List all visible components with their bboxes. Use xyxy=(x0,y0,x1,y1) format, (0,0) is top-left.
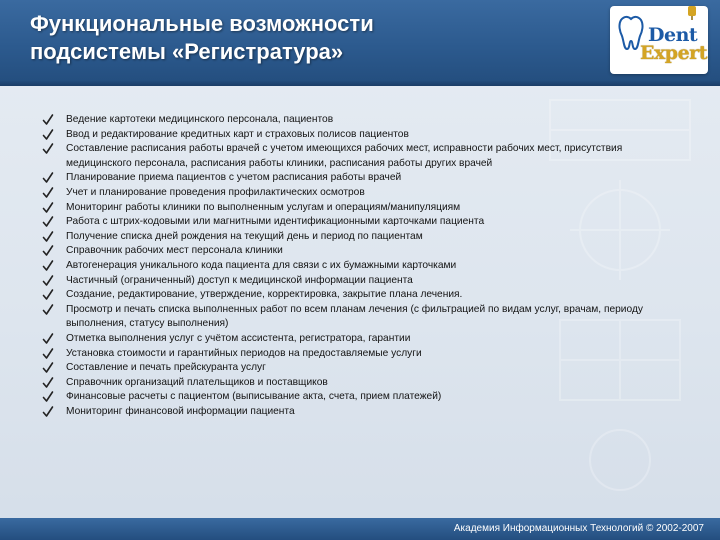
list-item xyxy=(58,142,668,171)
checkmark-icon xyxy=(42,201,54,215)
checkmark-icon xyxy=(42,303,54,317)
list-item-text: Частичный (ограниченный) доступ к медицинской информации пациента xyxy=(66,274,413,286)
title-line-2: подсистемы «Регистратура» xyxy=(30,39,344,64)
footer-copyright: © xyxy=(646,523,654,534)
checkmark-icon xyxy=(42,390,54,404)
list-item xyxy=(58,361,668,376)
list-item xyxy=(58,201,668,216)
list-item xyxy=(58,186,668,201)
list-item-text: Автогенерация уникального кода пациента для связи с их бумажными карточками xyxy=(66,259,457,271)
checkmark-icon xyxy=(42,215,54,229)
checkmark-icon xyxy=(42,405,54,419)
pin-icon xyxy=(686,6,698,20)
list-item-text: Отметка выполнения услуг с учётом ассистента, регистратора, гарантии xyxy=(66,332,411,344)
title-line-1: Функциональные возможности xyxy=(30,11,374,36)
logo-word-dent: Dent xyxy=(648,24,698,46)
checkmark-icon xyxy=(42,128,54,142)
logo-word-expert: Expert xyxy=(640,42,707,64)
list-item xyxy=(58,347,668,362)
list-item xyxy=(58,376,668,391)
checkmark-icon xyxy=(42,361,54,375)
list-item-text: Мониторинг финансовой информации пациента xyxy=(66,405,295,417)
header-bar xyxy=(0,0,720,86)
checkmark-icon xyxy=(42,186,54,200)
list-item xyxy=(58,288,668,303)
slide-title xyxy=(30,10,570,66)
list-item xyxy=(58,405,668,420)
checkmark-icon xyxy=(42,230,54,244)
list-item xyxy=(58,128,668,143)
list-item xyxy=(58,171,668,186)
list-item xyxy=(58,244,668,259)
list-item xyxy=(58,259,668,274)
footer-bar xyxy=(0,518,720,540)
checkmark-icon xyxy=(42,332,54,346)
list-item-text: Планирование приема пациентов с учетом расписания работы врачей xyxy=(66,172,402,184)
list-item xyxy=(58,390,668,405)
list-item xyxy=(58,332,668,347)
list-item xyxy=(58,274,668,289)
footer-text xyxy=(454,522,704,536)
checkmark-icon xyxy=(42,347,54,361)
list-item-text: Ведение картотеки медицинского персонала, пациентов xyxy=(66,114,334,125)
list-item-text: Составление расписания работы врачей с учетом имеющихся рабочих мест, исправности рабочих мест, присутствия медицинского персонала, расписания работы клиники, расписания работы других врачей xyxy=(66,143,623,169)
list-item-text: Составление и печать прейскуранта услуг xyxy=(66,362,266,374)
feature-list-container xyxy=(58,113,668,419)
list-item xyxy=(58,215,668,230)
footer-years: 2002-2007 xyxy=(656,523,704,534)
list-item-text: Работа с штрих-кодовыми или магнитными идентификационными карточками пациента xyxy=(66,216,485,228)
checkmark-icon xyxy=(42,274,54,288)
checkmark-icon xyxy=(42,288,54,302)
feature-list xyxy=(58,113,668,419)
list-item-text: Учет и планирование проведения профилактических осмотров xyxy=(66,186,365,198)
list-item-text: Установка стоимости и гарантийных периодов на предоставляемые услуги xyxy=(66,347,422,359)
checkmark-icon xyxy=(42,171,54,185)
list-item-text: Создание, редактирование, утверждение, корректировка, закрытие плана лечения. xyxy=(66,289,463,301)
checkmark-icon xyxy=(42,376,54,390)
checkmark-icon xyxy=(42,259,54,273)
list-item xyxy=(58,303,668,332)
footer-org: Академия Информационных Технологий xyxy=(453,523,644,534)
list-item-text: Справочник организаций плательщиков и поставщиков xyxy=(66,376,328,388)
checkmark-icon xyxy=(42,142,54,156)
list-item xyxy=(58,113,668,128)
list-item-text: Ввод и редактирование кредитных карт и страховых полисов пациентов xyxy=(66,128,409,140)
checkmark-icon xyxy=(42,244,54,258)
checkmark-icon xyxy=(42,113,54,127)
list-item-text: Справочник рабочих мест персонала клиники xyxy=(66,245,283,257)
list-item-text: Финансовые расчеты с пациентом (выписывание акта, счета, прием платежей) xyxy=(66,391,442,403)
list-item-text: Мониторинг работы клиники по выполненным услугам и операциям/манипуляциям xyxy=(66,201,461,213)
dent-expert-logo xyxy=(610,6,708,74)
list-item-text: Просмотр и печать списка выполненных работ по всем планам лечения (с фильтрацией по видам услуг, врачам, периоду выполнения, статусу выполнения) xyxy=(66,303,643,330)
list-item-text: Получение списка дней рождения на текущий день и период по пациентам xyxy=(66,230,423,242)
list-item xyxy=(58,230,668,245)
